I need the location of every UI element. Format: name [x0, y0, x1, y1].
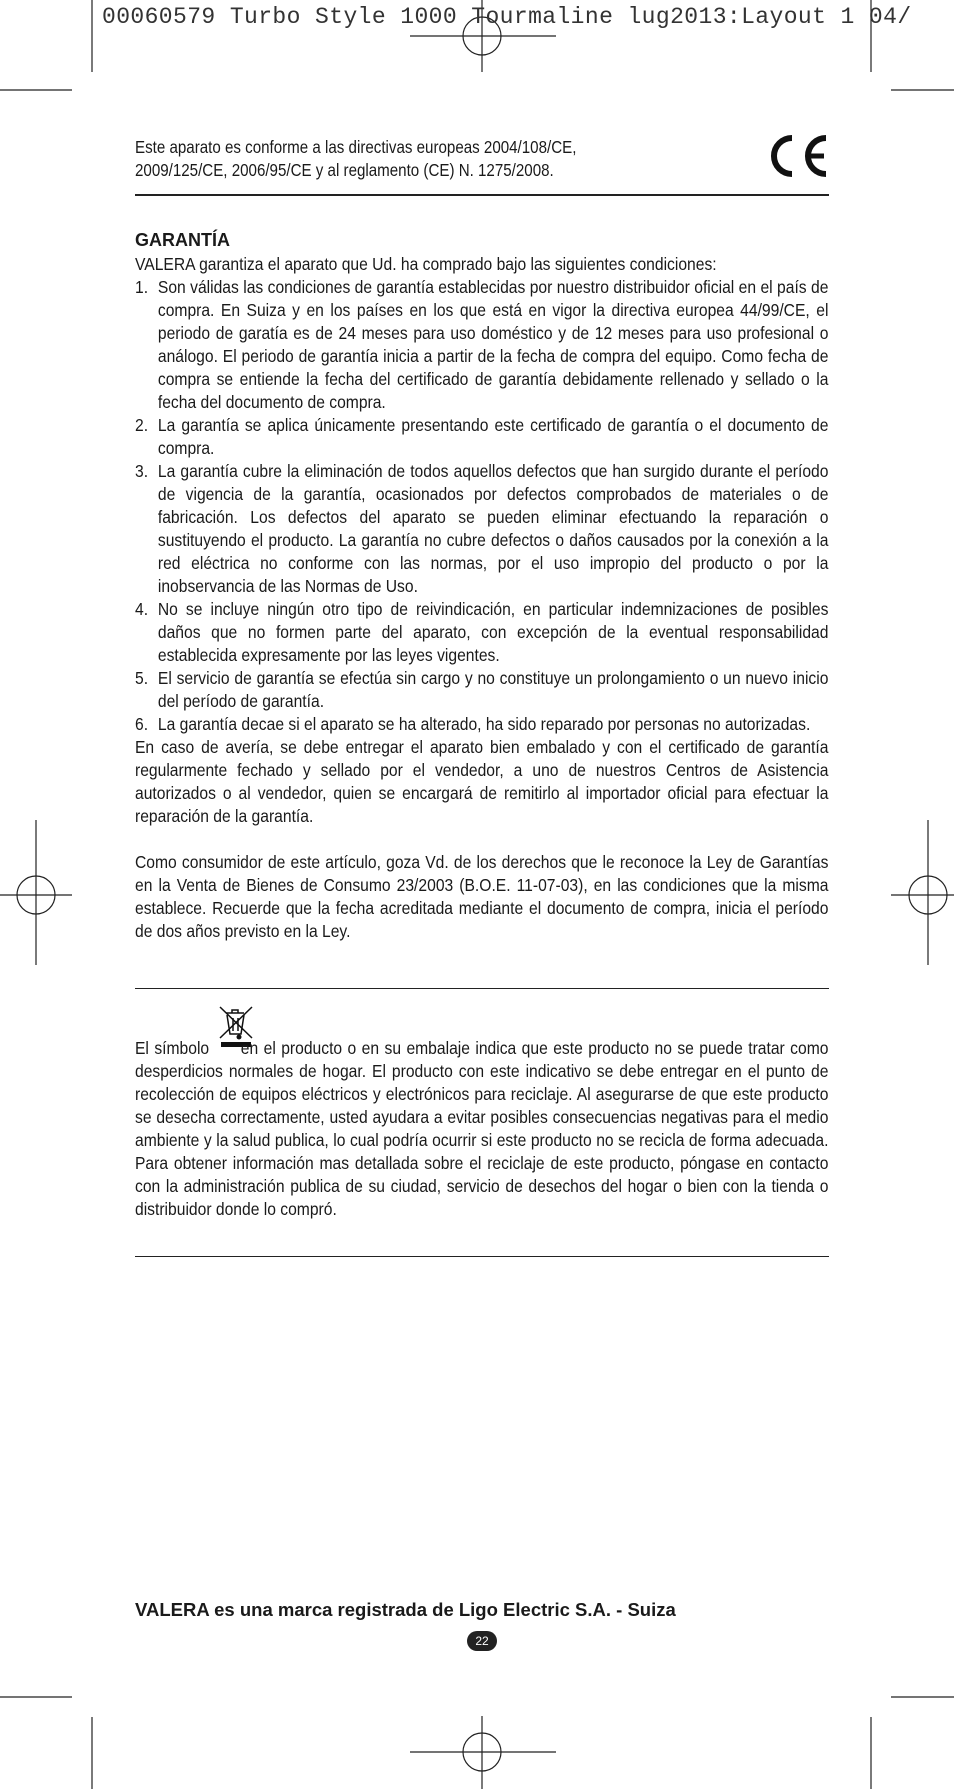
certification-statement	[135, 136, 681, 182]
list-item: 3. La garantía cubre la eliminación de todos aquellos defectos que han surgido durante el período de vigencia de la garantía, ocasionados por defectos comprobados de materiales o de fabricación. Los defectos del aparato se pueden eliminar efectuando la reparación o sustituyendo el producto. La garantía no cubre defectos o daños causados por la conexión a la red eléctrica no conforme con las normas, por el uso impropio del producto o por la inobservancia de las Normas de Uso.	[135, 461, 829, 596]
warranty-conditions-list	[135, 276, 828, 736]
certification-line-1: Este aparato es conforme a las directivas europeas 2004/108/CE,	[135, 137, 577, 157]
divider	[135, 988, 829, 989]
warranty-intro: VALERA garantiza el aparato que Ud. ha comprado bajo las siguientes condiciones:	[135, 254, 717, 274]
disposal-section	[135, 1036, 828, 1221]
certification-line-2: 2009/125/CE, 2006/95/CE y al reglamento (CE) N. 1275/2008.	[135, 160, 554, 180]
list-item: 1. Son válidas las condiciones de garantía establecidas por nuestro distribuidor oficial en el país de compra. En Suiza y en los países en los que está en vigor la directiva europea 44/99/CE, el periodo de garatía es de 24 meses para uso doméstico y de 12 meses para uso profesional o análogo. El periodo de garantía inicia a partir de la fecha de compra del equipo. Como fecha de compra se entiende la fecha del certificado de garantía debidamente rellenado y sellado o la fecha del documento de compra.	[135, 277, 829, 412]
warranty-heading: GARANTÍA	[135, 230, 230, 250]
warranty-section	[135, 253, 828, 943]
brand-footer: VALERA es una marca registrada de Ligo Electric S.A. - Suiza	[135, 1599, 676, 1620]
list-item: 6. La garantía decae si el aparato se ha alterado, ha sido reparado por personas no autorizadas.	[135, 714, 811, 734]
divider	[135, 194, 829, 196]
list-item: 2. La garantía se aplica únicamente presentando este certificado de garantía o el documento de compra.	[135, 415, 829, 458]
ce-mark-icon	[764, 132, 830, 180]
divider	[135, 1256, 829, 1257]
disposal-text: El símbolo en el producto o en su embalaje indica que este producto no se puede tratar como desperdicios normales de hogar. El producto con este indicativo se debe entregar en el punto de recolección de equipos eléctricos y electrónicos para reciclaje. Al asegurarse de que este producto se desecha correctamente, usted ayudara a evitar posibles consecuencias negativas para el medio ambiente y la salud publica, lo cual podría ocurrir si este producto no se recicla de forma adecuada. Para obtener información mas detallada sobre el reciclaje de este producto, póngase en contacto con la administración publica de su ciudad, servicio de desechos del hogar o bien con la tienda o distribuidor donde lo compró.	[135, 1038, 829, 1219]
warranty-closing: En caso de avería, se debe entregar el aparato bien embalado y con el certificado de garantía regularmente fechado y sellado por el vendedor, a uno de nuestros Centros de Asistencia autorizados o al vendedor, quien se encargará de remitirlo al importador oficial para efectuar la reparación de la garantía.	[135, 737, 829, 826]
print-slug-line: 00060579 Turbo Style 1000 Tourmaline lug2013:Layout 1 04/	[102, 4, 912, 30]
page-number-badge: 22	[467, 1631, 497, 1651]
list-item: 4. No se incluye ningún otro tipo de reivindicación, en particular indemnizaciones de posibles daños que no formen parte del aparato, con excepción de la eventual responsabilidad establecida expresamente por las leyes vigentes.	[135, 599, 829, 665]
consumer-rights: Como consumidor de este artículo, goza Vd. de los derechos que le reconoce la Ley de Garantías en la Venta de Bienes de Consumo 23/2003 (B.O.E. 11-07-03), en las condiciones que la misma establece. Recuerde que la fecha acreditada mediante el documento de compra, inicia el período de dos años previsto en la Ley.	[135, 852, 829, 941]
list-item: 5. El servicio de garantía se efectúa sin cargo y no constituye un prolongamiento o un nuevo inicio del período de garantía.	[135, 668, 829, 711]
